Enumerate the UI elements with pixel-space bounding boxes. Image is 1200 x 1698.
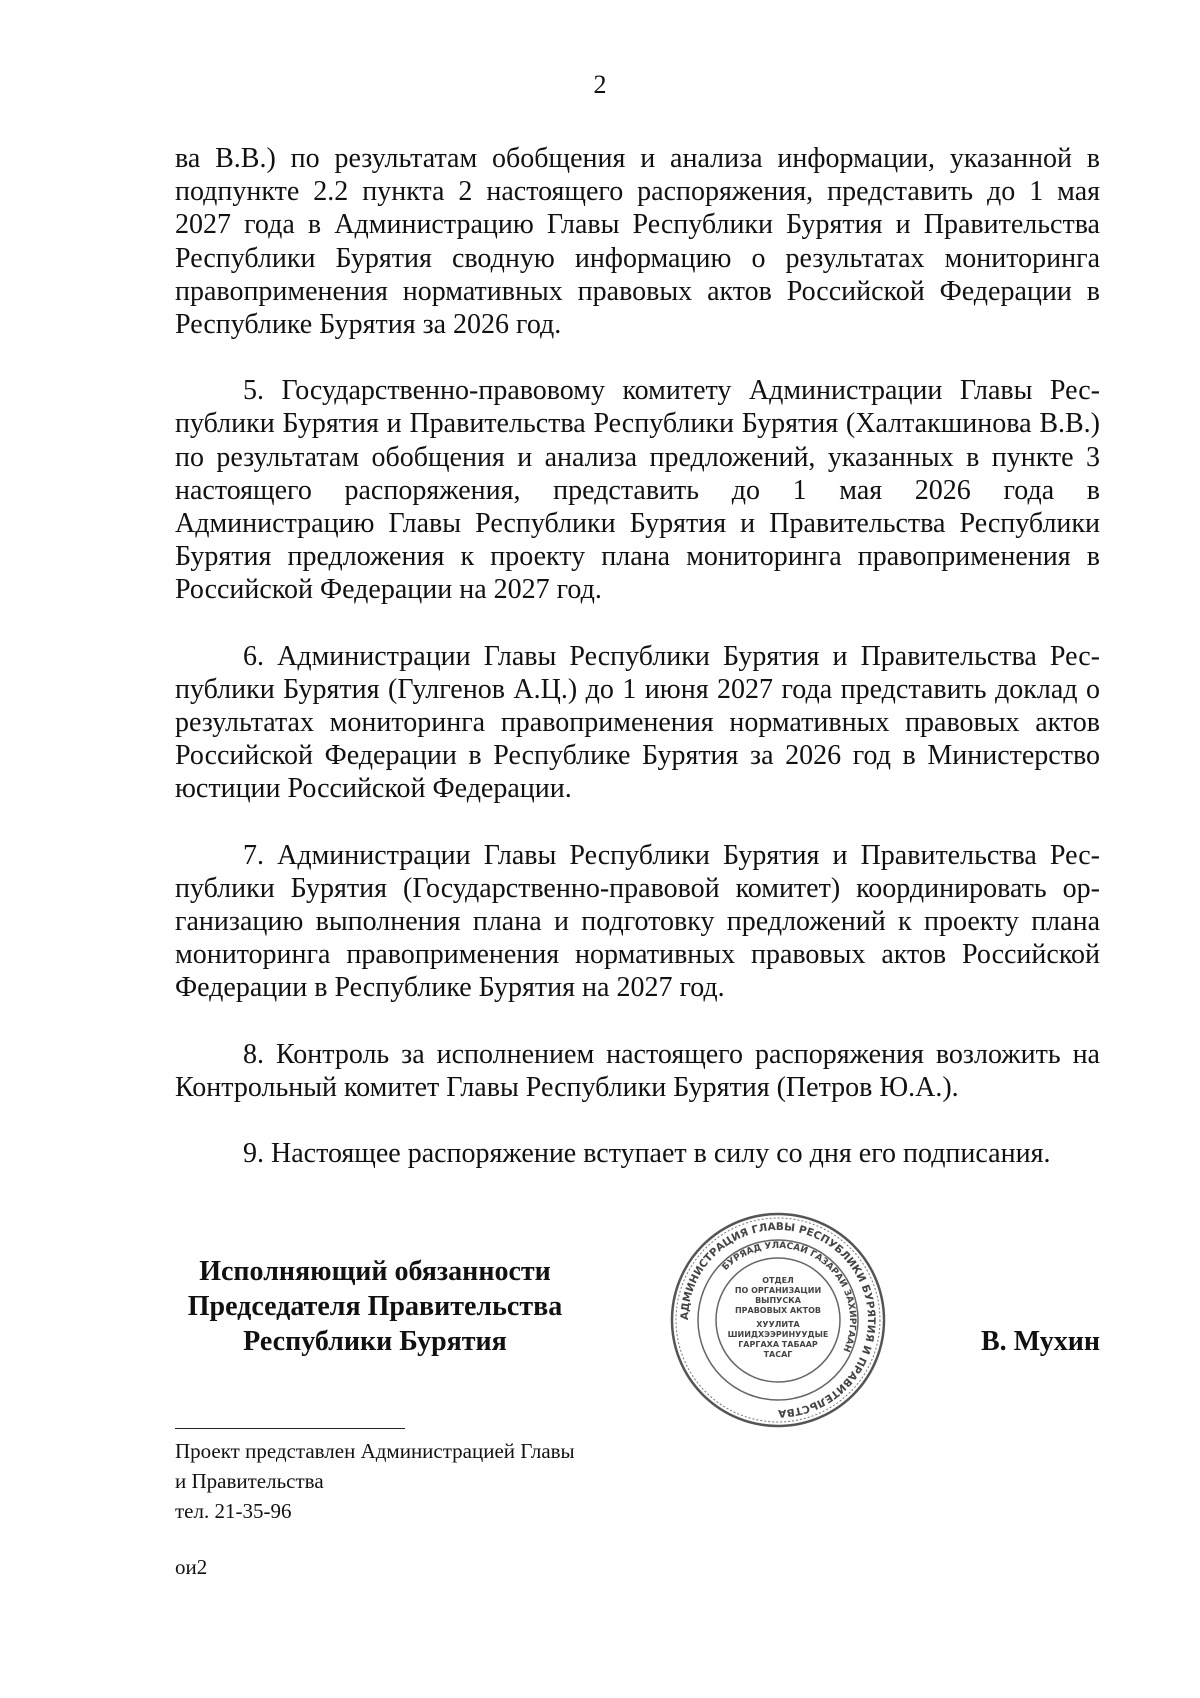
signature-block [175, 1220, 1100, 1420]
signatory-position [175, 1254, 575, 1359]
footnote-phone: тел. 21-35-96 [175, 1499, 292, 1523]
paragraph-item-5: 5. Государственно-правовому комитету Администрации Главы Республики Бурятия и Правительства Республики Бурятия (Халтакшинова В.В.) по результатам обобщения и анализа предложений, указанных в пункте 3 настоящего распоряжения, представить до 1 мая 2026 года в Администрацию Главы Республики Бурятия и Правительства Республики Бурятия предложения к проекту плана мониторинга правоприменения в Российской Федерации на 2027 год. [175, 375, 1100, 606]
signatory-position-line-2: Председателя Правительства [187, 1291, 563, 1322]
seal-center-line-1: ОТДЕЛ [762, 1276, 794, 1285]
seal-center-line-7: ГАРГАХА ТАБААР [738, 1340, 818, 1349]
official-seal-stamp [667, 1209, 889, 1431]
page-number: 2 [593, 70, 607, 99]
paragraph-continuation: ва В.В.) по результатам обобщения и анализа информации, указанной в подпункте 2.2 пункта 2 настоящего распоряжения, представить до 1 мая 2027 года в Администрацию Главы Республики Бурятия и Правительства Республики Бурятия сводную информацию о результатах мониторинга правоприменения нормативных правовых актов Российской Федерации в Республике Бурятия за 2026 год. [175, 143, 1100, 341]
paragraph-item-8: 8. Контроль за исполнением настоящего распоряжения возложить на Контрольный комитет Главы Республики Бурятия (Петров Ю.А.). [175, 1038, 1100, 1103]
seal-center-line-3: ВЫПУСКА [755, 1296, 801, 1305]
seal-inner-ring-text: БУРЯАД УЛАСАЙ ГАЗАРАЙ ЗАХИРГААН [720, 1240, 858, 1354]
paragraph-item-9: 9. Настоящее распоряжение вступает в силу со дня его подписания. [243, 1138, 1051, 1170]
footnote-line-1: Проект представлен Администрацией Главы [175, 1439, 575, 1463]
signatory-position-line-3: Республики Бурятия [243, 1326, 507, 1357]
seal-outer-text: АДМИНИСТРАЦИЯ ГЛАВЫ РЕСПУБЛИКИ БУРЯТИЯ И ПРАВИТЕЛЬСТВА [678, 1220, 878, 1420]
seal-center-line-6: ШИИДХЭЭРИНУУДЫЕ [727, 1330, 829, 1339]
document-code: ои2 [175, 1555, 208, 1579]
footnote-divider [175, 1428, 405, 1429]
signatory-position-line-1: Исполняющий обязанности [199, 1256, 551, 1287]
footnote-line-2: и Правительства [175, 1469, 324, 1493]
seal-center-line-4: ПРАВОВЫХ АКТОВ [734, 1306, 822, 1315]
seal-center-line-2: ПО ОРГАНИЗАЦИИ [734, 1286, 822, 1295]
seal-center-line-5: ХУУЛИТА [756, 1320, 800, 1329]
footnote [175, 1436, 575, 1526]
paragraph-item-7: 7. Администрации Главы Республики Бурятия и Правительства Республики Бурятия (Государственно-правовой комитет) координировать организацию выполнения плана и подготовку предложений к проекту плана мониторинга правоприменения нормативных правовых актов Российской Федерации в Республике Бурятия на 2027 год. [175, 839, 1100, 1004]
signatory-name: В. Мухин [981, 1326, 1100, 1357]
seal-center-line-8: ТАСАГ [763, 1350, 793, 1359]
document-body [175, 142, 1100, 1170]
seal-icon [667, 1209, 889, 1431]
paragraph-item-6: 6. Администрации Главы Республики Бурятия и Правительства Республики Бурятия (Гулгенов А.Ц.) до 1 июня 2027 года представить доклад о результатах мониторинга правоприменения нормативных правовых актов Российской Федерации в Республике Бурятия за 2026 год в Министерство юстиции Российской Федерации. [175, 640, 1100, 805]
